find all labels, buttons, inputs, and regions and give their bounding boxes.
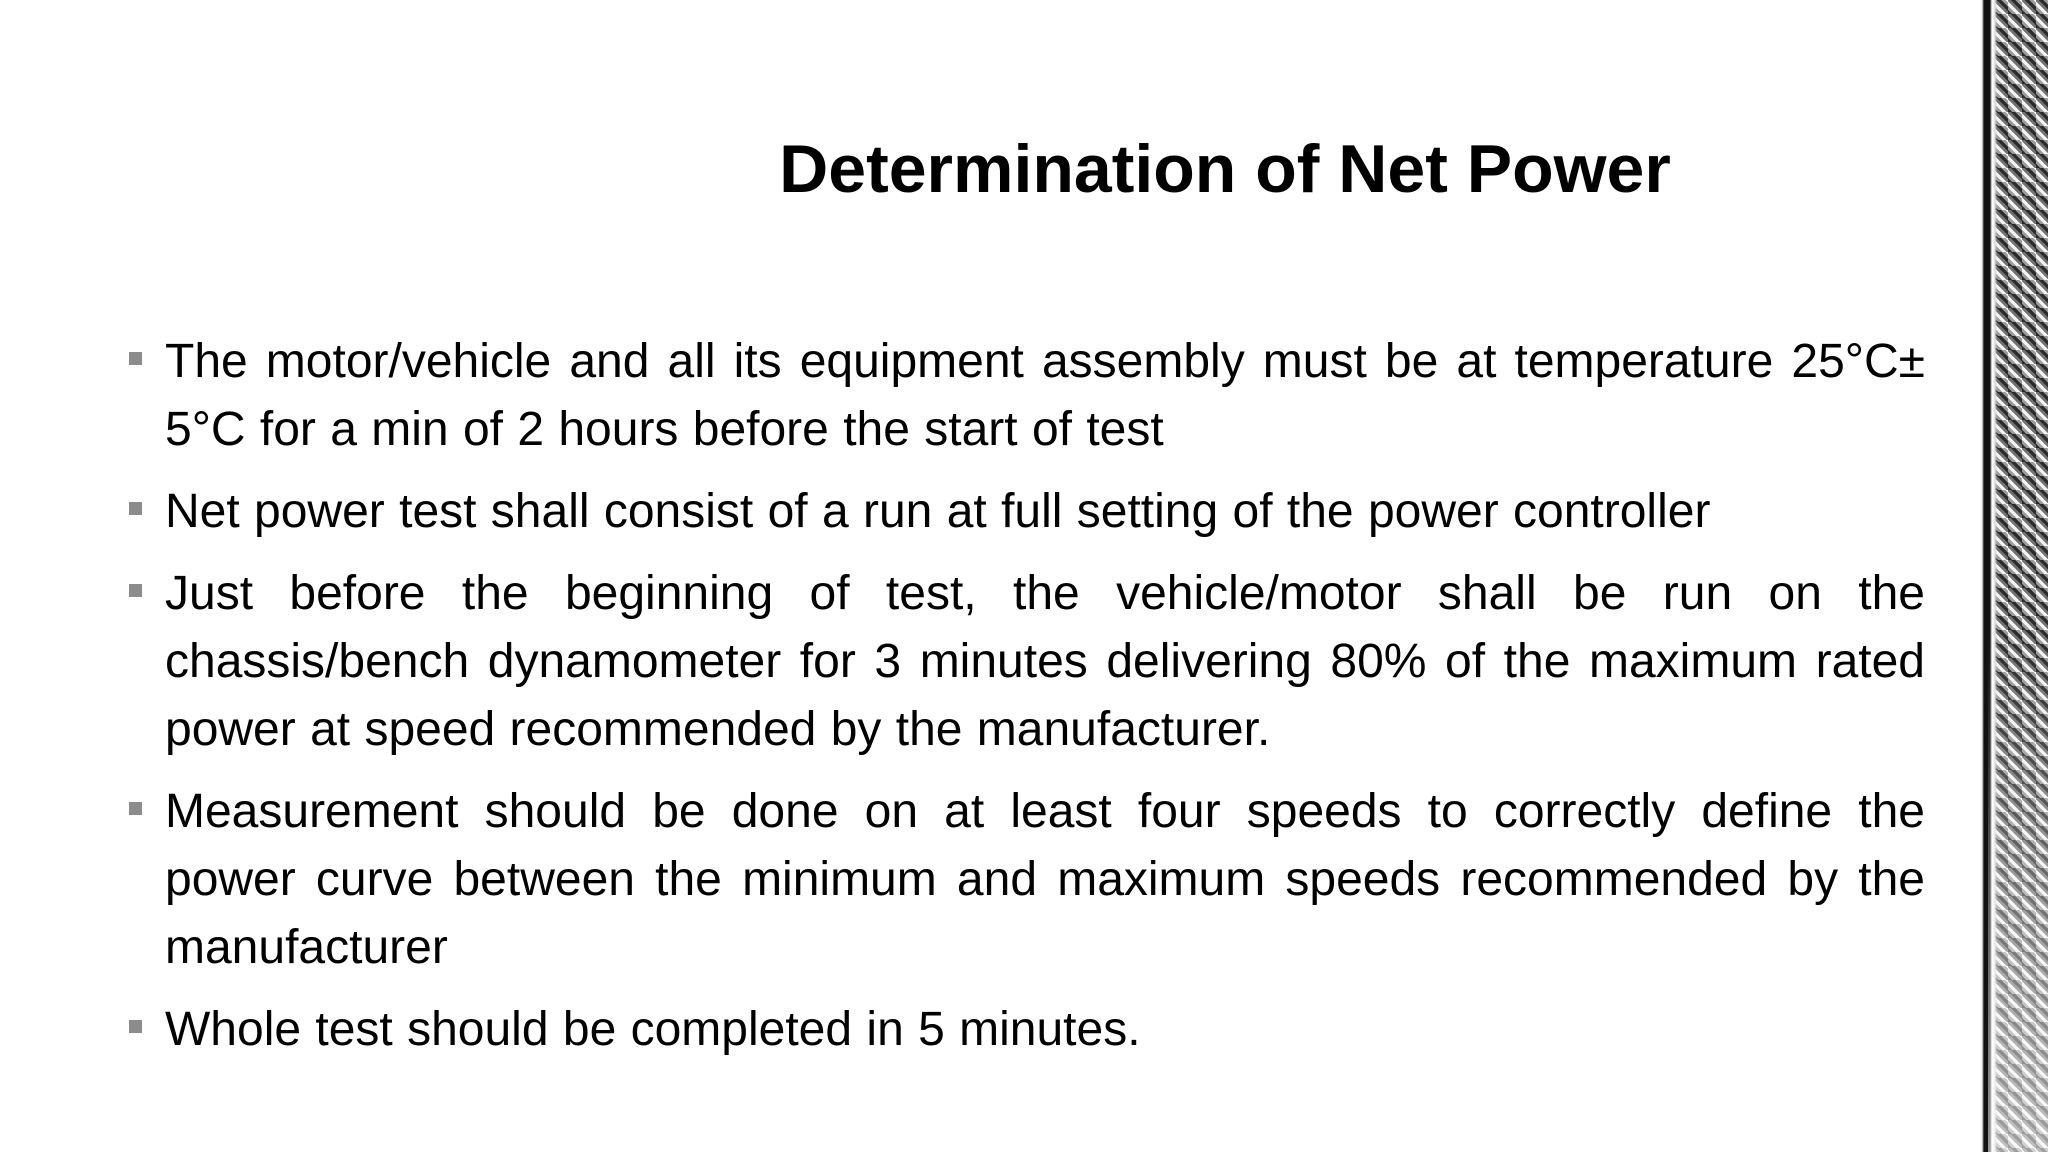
bullet-text: Measurement should be done on at least four speeds to correctly define the power curve between the minimum and maximum speeds recommended by the manufacturer xyxy=(165,785,1925,974)
bullet-text: Whole test should be completed in 5 minutes. xyxy=(165,1003,1141,1056)
square-bullet-icon xyxy=(129,1020,142,1033)
bullet-text: Just before the beginning of test, the vehicle/motor shall be run on the chassis/bench dynamometer for 3 minutes delivering 80% of the maximum rated power at speed recommended by the manufacturer. xyxy=(165,567,1925,756)
bullet-item xyxy=(125,560,1925,764)
decorative-right-border xyxy=(1980,0,2048,1152)
bullet-text: Net power test shall consist of a run at full setting of the power controller xyxy=(165,485,1711,538)
bullet-text: The motor/vehicle and all its equipment assembly must be at temperature 25°C± 5°C for a min of 2 hours before the start of test xyxy=(165,335,1925,456)
bullet-item xyxy=(125,478,1925,546)
slide-title: Determination of Net Power xyxy=(779,131,1671,207)
square-bullet-icon xyxy=(129,584,142,597)
square-bullet-icon xyxy=(129,502,142,515)
bullet-item xyxy=(125,328,1925,464)
square-bullet-icon xyxy=(129,802,142,815)
bullet-item xyxy=(125,778,1925,982)
bullet-item xyxy=(125,996,1925,1064)
square-bullet-icon xyxy=(129,352,142,365)
bullet-list xyxy=(125,328,1925,1078)
